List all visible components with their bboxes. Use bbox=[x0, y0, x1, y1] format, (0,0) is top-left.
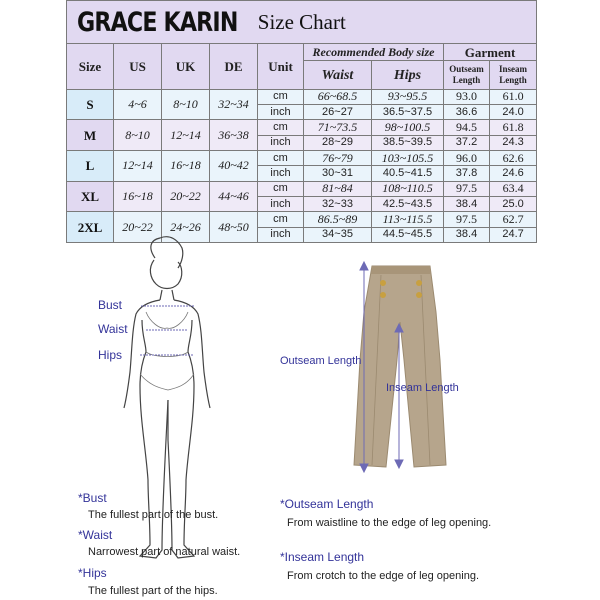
button-icon bbox=[416, 292, 422, 298]
definition-waist-text: Narrowest part of natural waist. bbox=[88, 546, 241, 558]
waist-cell: 71~73.5 bbox=[304, 120, 372, 135]
header-inseam: Inseam Length bbox=[490, 61, 537, 90]
waist-cell: 34~35 bbox=[304, 227, 372, 242]
label-bust: Bust bbox=[98, 298, 123, 312]
waist-cell: 81~84 bbox=[304, 181, 372, 196]
waist-cell: 86.5~89 bbox=[304, 212, 372, 227]
definition-outseam-text: From waistline to the edge of leg opening. bbox=[287, 517, 492, 529]
inseam-cell: 62.7 bbox=[490, 212, 537, 227]
hips-cell: 40.5~41.5 bbox=[372, 166, 444, 181]
hips-cell: 93~95.5 bbox=[372, 89, 444, 104]
de-size-cell: 36~38 bbox=[210, 120, 258, 151]
label-waist: Waist bbox=[98, 322, 128, 336]
header-size: Size bbox=[67, 43, 114, 89]
waist-cell: 26~27 bbox=[304, 105, 372, 120]
inseam-cell: 24.0 bbox=[490, 105, 537, 120]
size-cell: M bbox=[67, 120, 114, 151]
header-waist: Waist bbox=[304, 61, 372, 90]
unit-cell: cm bbox=[258, 151, 304, 166]
hips-cell: 42.5~43.5 bbox=[372, 197, 444, 212]
waist-cell: 28~29 bbox=[304, 135, 372, 150]
header-unit: Unit bbox=[258, 43, 304, 89]
outseam-cell: 38.4 bbox=[444, 227, 490, 242]
unit-cell: inch bbox=[258, 105, 304, 120]
inseam-cell: 63.4 bbox=[490, 181, 537, 196]
definition-hips-text: The fullest part of the hips. bbox=[88, 585, 218, 597]
de-size-cell: 48~50 bbox=[210, 212, 258, 243]
body-measure-lines bbox=[140, 306, 194, 355]
hips-cell: 103~105.5 bbox=[372, 151, 444, 166]
us-size-cell: 12~14 bbox=[114, 151, 162, 182]
waist-cell: 76~79 bbox=[304, 151, 372, 166]
size-cell: L bbox=[67, 151, 114, 182]
definition-bust-title: *Bust bbox=[78, 491, 107, 505]
definition-waist-title: *Waist bbox=[78, 528, 113, 542]
inseam-cell: 62.6 bbox=[490, 151, 537, 166]
hips-cell: 113~115.5 bbox=[372, 212, 444, 227]
de-size-cell: 44~46 bbox=[210, 181, 258, 212]
de-size-cell: 32~34 bbox=[210, 89, 258, 120]
unit-cell: cm bbox=[258, 181, 304, 196]
hips-cell: 38.5~39.5 bbox=[372, 135, 444, 150]
hips-cell: 108~110.5 bbox=[372, 181, 444, 196]
outseam-cell: 96.0 bbox=[444, 151, 490, 166]
button-icon bbox=[380, 292, 386, 298]
inseam-cell: 61.8 bbox=[490, 120, 537, 135]
inseam-cell: 25.0 bbox=[490, 197, 537, 212]
us-size-cell: 8~10 bbox=[114, 120, 162, 151]
header-uk: UK bbox=[162, 43, 210, 89]
inseam-cell: 61.0 bbox=[490, 89, 537, 104]
unit-cell: inch bbox=[258, 135, 304, 150]
header-us: US bbox=[114, 43, 162, 89]
button-icon bbox=[416, 280, 422, 286]
outseam-cell: 38.4 bbox=[444, 197, 490, 212]
outseam-cell: 94.5 bbox=[444, 120, 490, 135]
unit-cell: inch bbox=[258, 197, 304, 212]
inseam-cell: 24.6 bbox=[490, 166, 537, 181]
hips-cell: 44.5~45.5 bbox=[372, 227, 444, 242]
definition-bust-text: The fullest part of the bust. bbox=[88, 509, 219, 521]
header-de: DE bbox=[210, 43, 258, 89]
outseam-cell: 37.8 bbox=[444, 166, 490, 181]
header-outseam: Outseam Length bbox=[444, 61, 490, 90]
brand-logo: GRACE KARIN bbox=[77, 6, 238, 38]
de-size-cell: 40~42 bbox=[210, 151, 258, 182]
hips-cell: 98~100.5 bbox=[372, 120, 444, 135]
waist-cell: 66~68.5 bbox=[304, 89, 372, 104]
uk-size-cell: 24~26 bbox=[162, 212, 210, 243]
unit-cell: cm bbox=[258, 212, 304, 227]
uk-size-cell: 16~18 bbox=[162, 151, 210, 182]
button-icon bbox=[380, 280, 386, 286]
waist-cell: 30~31 bbox=[304, 166, 372, 181]
outseam-cell: 36.6 bbox=[444, 105, 490, 120]
label-inseam: Inseam Length bbox=[386, 382, 459, 394]
definition-outseam-title: *Outseam Length bbox=[280, 497, 374, 511]
definition-hips-title: *Hips bbox=[78, 566, 107, 580]
header-hips: Hips bbox=[372, 61, 444, 90]
definition-inseam-title: *Inseam Length bbox=[280, 550, 365, 564]
header-garment: Garment bbox=[444, 43, 537, 60]
label-outseam: Outseam Length bbox=[280, 355, 362, 367]
label-hips: Hips bbox=[98, 348, 123, 362]
unit-cell: cm bbox=[258, 89, 304, 104]
outseam-cell: 97.5 bbox=[444, 212, 490, 227]
us-size-cell: 4~6 bbox=[114, 89, 162, 120]
waist-cell: 32~33 bbox=[304, 197, 372, 212]
unit-cell: inch bbox=[258, 227, 304, 242]
size-cell: XL bbox=[67, 181, 114, 212]
inseam-cell: 24.3 bbox=[490, 135, 537, 150]
inseam-cell: 24.7 bbox=[490, 227, 537, 242]
pants-figure bbox=[354, 266, 446, 467]
unit-cell: cm bbox=[258, 120, 304, 135]
outseam-cell: 93.0 bbox=[444, 89, 490, 104]
uk-size-cell: 20~22 bbox=[162, 181, 210, 212]
size-cell: 2XL bbox=[67, 212, 114, 243]
header-recommended: Recommended Body size bbox=[304, 43, 444, 60]
us-size-cell: 16~18 bbox=[114, 181, 162, 212]
chart-title: Size Chart bbox=[257, 9, 346, 34]
us-size-cell: 20~22 bbox=[114, 212, 162, 243]
size-cell: S bbox=[67, 89, 114, 120]
unit-cell: inch bbox=[258, 166, 304, 181]
hips-cell: 36.5~37.5 bbox=[372, 105, 444, 120]
uk-size-cell: 8~10 bbox=[162, 89, 210, 120]
outseam-cell: 37.2 bbox=[444, 135, 490, 150]
definition-inseam-text: From crotch to the edge of leg opening. bbox=[287, 570, 480, 582]
uk-size-cell: 12~14 bbox=[162, 120, 210, 151]
outseam-cell: 97.5 bbox=[444, 181, 490, 196]
